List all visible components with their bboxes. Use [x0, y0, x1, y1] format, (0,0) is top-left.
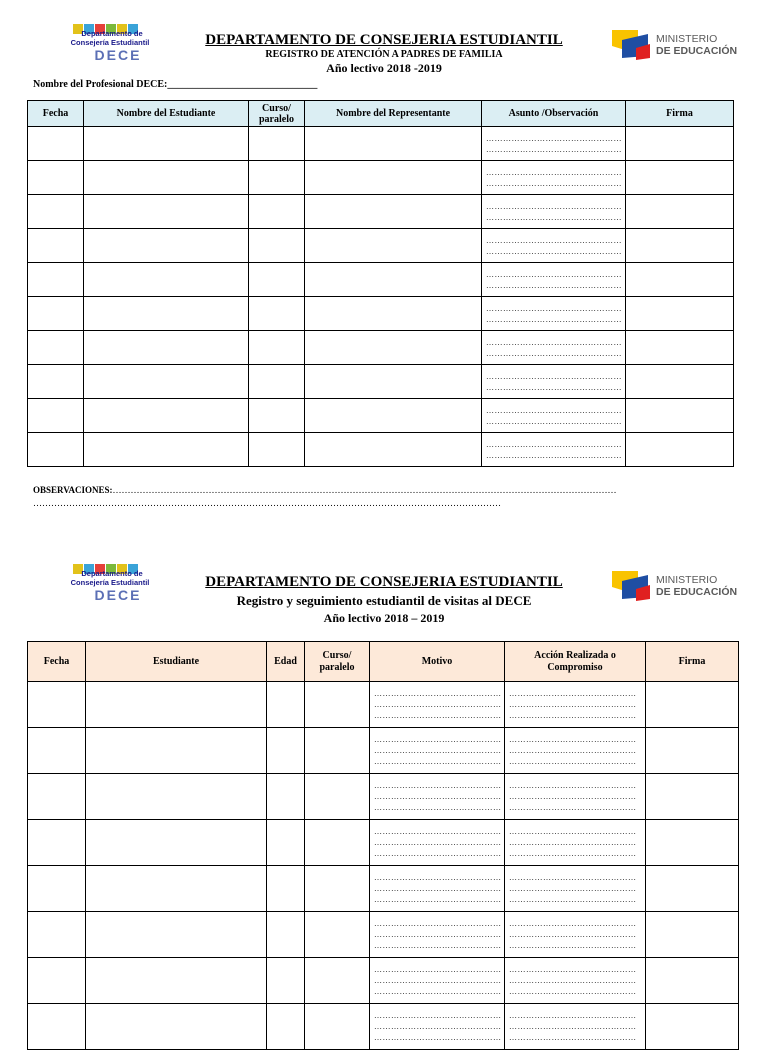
ministerio-line1: MINISTERIO — [656, 33, 718, 45]
parents-attention-table — [27, 100, 734, 467]
firma-cell[interactable] — [626, 331, 734, 365]
motivo-cell[interactable] — [370, 728, 505, 774]
dots-line: ……………………………………… — [509, 803, 637, 812]
dots-line: ……………………………………… — [374, 1033, 502, 1042]
estudiante-cell[interactable] — [86, 728, 267, 774]
dots-line: ……………………………………… — [374, 919, 502, 928]
asunto-cell[interactable] — [482, 161, 626, 195]
firma-cell[interactable] — [626, 161, 734, 195]
fecha-cell[interactable] — [28, 774, 86, 820]
table2-row — [28, 912, 739, 958]
table2-row — [28, 1004, 739, 1050]
dots-line: ………………………………………… — [486, 303, 622, 313]
edad-cell[interactable] — [267, 912, 305, 958]
curso-cell[interactable] — [305, 682, 370, 728]
dots-line: ……………………………………… — [509, 941, 637, 950]
fecha-cell[interactable] — [28, 229, 84, 263]
dots-line: ………………………………………… — [486, 246, 622, 256]
table1-row — [28, 297, 734, 331]
fecha-cell[interactable] — [28, 912, 86, 958]
ministerio-logo — [608, 24, 738, 64]
dots-line: ……………………………………… — [374, 976, 502, 985]
observations — [33, 484, 733, 510]
curso-cell[interactable] — [249, 161, 305, 195]
estudiante-cell[interactable] — [84, 229, 249, 263]
dots-line: ……………………………………… — [374, 827, 502, 836]
fecha-cell[interactable] — [28, 958, 86, 1004]
motivo-cell[interactable] — [370, 820, 505, 866]
ministerio-line2: DE EDUCACIÓN — [656, 45, 738, 57]
fecha-cell[interactable] — [28, 866, 86, 912]
curso-cell[interactable] — [305, 728, 370, 774]
table1-row — [28, 127, 734, 161]
ministerio-logo-2 — [608, 565, 738, 605]
firma-cell[interactable] — [646, 1004, 739, 1050]
motivo-cell[interactable] — [370, 1004, 505, 1050]
dece-logo — [70, 22, 160, 72]
table1-row — [28, 365, 734, 399]
dots-line: ……………………………………… — [374, 700, 502, 709]
accion-cell[interactable] — [505, 912, 646, 958]
estudiante-cell[interactable] — [84, 195, 249, 229]
firma-cell[interactable] — [626, 365, 734, 399]
dece-logo-2 — [70, 562, 160, 612]
asunto-cell[interactable] — [482, 365, 626, 399]
curso-cell[interactable] — [249, 365, 305, 399]
estudiante-cell[interactable] — [84, 127, 249, 161]
dots-line: ……………………………………… — [509, 711, 637, 720]
asunto-cell[interactable] — [482, 433, 626, 467]
dots-line: ……………………………………… — [374, 849, 502, 858]
curso-cell[interactable] — [249, 229, 305, 263]
dots-line: ……………………………………… — [374, 1022, 502, 1031]
representante-cell[interactable] — [305, 195, 482, 229]
dots-line: ……………………………………… — [374, 803, 502, 812]
firma-cell[interactable] — [626, 195, 734, 229]
firma-cell[interactable] — [626, 433, 734, 467]
dots-line: ……………………………………… — [374, 746, 502, 755]
curso-cell[interactable] — [305, 958, 370, 1004]
dots-line: ……………………………………… — [374, 884, 502, 893]
representante-cell[interactable] — [305, 161, 482, 195]
dots-line: ……………………………………… — [509, 792, 637, 801]
ministerio2-line1: MINISTERIO — [656, 574, 718, 586]
curso-cell[interactable] — [305, 774, 370, 820]
firma-cell[interactable] — [646, 774, 739, 820]
dots-line: ……………………………………… — [509, 827, 637, 836]
fecha-cell[interactable] — [28, 1004, 86, 1050]
dots-line: ……………………………………… — [509, 895, 637, 904]
representante-cell[interactable] — [305, 229, 482, 263]
col-asunto-observacion: Asunto /Observación — [482, 101, 626, 127]
estudiante-cell[interactable] — [84, 365, 249, 399]
table2-row — [28, 728, 739, 774]
dece-logo2-brand: DECE — [94, 587, 142, 603]
dots-line: ……………………………………… — [509, 884, 637, 893]
motivo-cell[interactable] — [370, 866, 505, 912]
dots-line: ……………………………………… — [509, 1011, 637, 1020]
fecha-cell[interactable] — [28, 399, 84, 433]
dots-line: ……………………………………… — [509, 965, 637, 974]
firma-cell[interactable] — [646, 820, 739, 866]
section1-title: DEPARTAMENTO DE CONSEJERIA ESTUDIANTIL — [205, 32, 563, 48]
curso-cell[interactable] — [305, 1004, 370, 1050]
professional-label: Nombre del Profesional DECE:______________________________ — [33, 79, 318, 90]
dots-line: ………………………………………… — [486, 212, 622, 222]
table1-row — [28, 161, 734, 195]
curso-cell[interactable] — [249, 399, 305, 433]
dots-line: ……………………………………… — [509, 689, 637, 698]
edad-cell[interactable] — [267, 682, 305, 728]
dots-line: ……………………………………… — [374, 711, 502, 720]
asunto-cell[interactable] — [482, 195, 626, 229]
representante-cell[interactable] — [305, 365, 482, 399]
dots-line: ……………………………………… — [374, 689, 502, 698]
section2-title: DEPARTAMENTO DE CONSEJERIA ESTUDIANTIL — [205, 574, 563, 590]
firma-cell[interactable] — [626, 399, 734, 433]
table1-row — [28, 399, 734, 433]
dots-line: ……………………………………… — [509, 919, 637, 928]
estudiante-cell[interactable] — [84, 263, 249, 297]
dece-logo-line1: Departamento de — [81, 29, 143, 38]
accion-cell[interactable] — [505, 1004, 646, 1050]
dots-line: ………………………………………… — [486, 382, 622, 392]
dots-line: ……………………………………… — [509, 987, 637, 996]
table1-row — [28, 433, 734, 467]
col2-curso-paralelo: Curso/ paralelo — [305, 642, 370, 682]
curso-cell[interactable] — [305, 866, 370, 912]
curso-cell[interactable] — [249, 331, 305, 365]
estudiante-cell[interactable] — [86, 866, 267, 912]
dece-logo-line2: Consejería Estudiantil — [70, 38, 150, 47]
representante-cell[interactable] — [305, 127, 482, 161]
col2-fecha: Fecha — [28, 642, 86, 682]
estudiante-cell[interactable] — [84, 331, 249, 365]
fecha-cell[interactable] — [28, 433, 84, 467]
dots-line: ……………………………………… — [374, 941, 502, 950]
accion-cell[interactable] — [505, 820, 646, 866]
asunto-cell[interactable] — [482, 331, 626, 365]
dots-line: ……………………………………… — [374, 873, 502, 882]
asunto-cell[interactable] — [482, 263, 626, 297]
edad-cell[interactable] — [267, 958, 305, 1004]
representante-cell[interactable] — [305, 399, 482, 433]
dots-line: ……………………………………… — [509, 1033, 637, 1042]
motivo-cell[interactable] — [370, 774, 505, 820]
col2-firma: Firma — [646, 642, 739, 682]
curso-cell[interactable] — [249, 433, 305, 467]
firma-cell[interactable] — [626, 127, 734, 161]
dece-visits-table — [27, 641, 739, 1050]
firma-cell[interactable] — [626, 229, 734, 263]
section1-subtitle: REGISTRO DE ATENCIÓN A PADRES DE FAMILIA — [265, 49, 503, 60]
dots-line: ………………………………………… — [486, 439, 622, 449]
estudiante-cell[interactable] — [84, 433, 249, 467]
dots-line: ……………………………………… — [509, 849, 637, 858]
dots-line: ……………………………………… — [509, 930, 637, 939]
section2-year: Año lectivo 2018 – 2019 — [323, 611, 445, 625]
dots-line: ………………………………………… — [486, 348, 622, 358]
table1-header-row — [28, 101, 734, 127]
col-curso-paralelo: Curso/ paralelo — [249, 101, 305, 127]
estudiante-cell[interactable] — [84, 161, 249, 195]
dots-line: ……………………………………… — [374, 781, 502, 790]
fecha-cell[interactable] — [28, 820, 86, 866]
curso-cell[interactable] — [249, 297, 305, 331]
curso-cell[interactable] — [249, 127, 305, 161]
col2-edad: Edad — [267, 642, 305, 682]
fecha-cell[interactable] — [28, 195, 84, 229]
firma-cell[interactable] — [646, 682, 739, 728]
table2-row — [28, 774, 739, 820]
accion-cell[interactable] — [505, 866, 646, 912]
dots-line: ………………………………………… — [486, 405, 622, 415]
dots-line: ………………………………………… — [486, 280, 622, 290]
accion-cell[interactable] — [505, 774, 646, 820]
firma-cell[interactable] — [626, 297, 734, 331]
fecha-cell[interactable] — [28, 331, 84, 365]
col-firma: Firma — [626, 101, 734, 127]
table1-row — [28, 331, 734, 365]
estudiante-cell[interactable] — [84, 399, 249, 433]
dots-line: ……………………………………… — [374, 895, 502, 904]
dots-line: ………………………………………… — [486, 416, 622, 426]
col2-estudiante: Estudiante — [86, 642, 267, 682]
dots-line: ……………………………………… — [374, 838, 502, 847]
accion-cell[interactable] — [505, 682, 646, 728]
dots-line: ………………………………………… — [486, 133, 622, 143]
firma-cell[interactable] — [626, 263, 734, 297]
fecha-cell[interactable] — [28, 263, 84, 297]
dots-line: ………………………………………… — [486, 235, 622, 245]
section1-year: Año lectivo 2018 -2019 — [326, 61, 442, 75]
dece-logo-brand: DECE — [94, 47, 142, 63]
firma-cell[interactable] — [646, 866, 739, 912]
dots-line: ……………………………………… — [509, 700, 637, 709]
estudiante-cell[interactable] — [84, 297, 249, 331]
fecha-cell[interactable] — [28, 127, 84, 161]
curso-cell[interactable] — [249, 195, 305, 229]
dots-line: ……………………………………… — [509, 1022, 637, 1031]
curso-cell[interactable] — [249, 263, 305, 297]
dots-line: ……………………………………… — [509, 838, 637, 847]
edad-cell[interactable] — [267, 820, 305, 866]
curso-cell[interactable] — [305, 820, 370, 866]
table2-header-row — [28, 642, 739, 682]
representante-cell[interactable] — [305, 297, 482, 331]
dots-line: ………………………………………… — [486, 314, 622, 324]
col2-accion-compromiso: Acción Realizada o Compromiso — [505, 642, 646, 682]
fecha-cell[interactable] — [28, 297, 84, 331]
col2-motivo: Motivo — [370, 642, 505, 682]
dots-line: ……………………………………… — [374, 792, 502, 801]
dots-line: ………………………………………… — [486, 201, 622, 211]
dots-line: ……………………………………… — [374, 930, 502, 939]
motivo-cell[interactable] — [370, 958, 505, 1004]
accion-cell[interactable] — [505, 728, 646, 774]
firma-cell[interactable] — [646, 912, 739, 958]
dece-logo2-line1: Departamento de — [81, 569, 143, 578]
fecha-cell[interactable] — [28, 682, 86, 728]
col-nombre-representante: Nombre del Representante — [305, 101, 482, 127]
table1-row — [28, 229, 734, 263]
edad-cell[interactable] — [267, 728, 305, 774]
asunto-cell[interactable] — [482, 127, 626, 161]
dots-line: ……………………………………… — [374, 1011, 502, 1020]
firma-cell[interactable] — [646, 728, 739, 774]
dots-line: ……………………………………… — [509, 781, 637, 790]
asunto-cell[interactable] — [482, 399, 626, 433]
dots-line: ……………………………………… — [509, 735, 637, 744]
table1-row — [28, 195, 734, 229]
dots-line: ……………………………………… — [509, 976, 637, 985]
representante-cell[interactable] — [305, 331, 482, 365]
estudiante-cell[interactable] — [86, 912, 267, 958]
estudiante-cell[interactable] — [86, 820, 267, 866]
dots-line: ……………………………………… — [374, 735, 502, 744]
dots-line: ………………………………………… — [486, 144, 622, 154]
motivo-cell[interactable] — [370, 682, 505, 728]
dots-line: ……………………………………… — [374, 757, 502, 766]
dots-line: ………………………………………… — [486, 167, 622, 177]
asunto-cell[interactable] — [482, 297, 626, 331]
estudiante-cell[interactable] — [86, 1004, 267, 1050]
section2-subtitle: Registro y seguimiento estudiantil de visitas al DECE — [236, 593, 532, 608]
table2-row — [28, 958, 739, 1004]
estudiante-cell[interactable] — [86, 958, 267, 1004]
estudiante-cell[interactable] — [86, 774, 267, 820]
fecha-cell[interactable] — [28, 161, 84, 195]
representante-cell[interactable] — [305, 263, 482, 297]
table1-row — [28, 263, 734, 297]
dots-line: ………………………………………… — [486, 269, 622, 279]
curso-cell[interactable] — [305, 912, 370, 958]
dots-line: ……………………………………… — [374, 987, 502, 996]
dots-line: ………………………………………… — [486, 178, 622, 188]
representante-cell[interactable] — [305, 433, 482, 467]
table2-row — [28, 820, 739, 866]
col-nombre-estudiante: Nombre del Estudiante — [84, 101, 249, 127]
dots-line: ……………………………………… — [374, 965, 502, 974]
edad-cell[interactable] — [267, 1004, 305, 1050]
observations-dots-1: …………………………………………………………………………………………………………………………………………………… — [112, 485, 617, 495]
observations-label: OBSERVACIONES: — [33, 485, 113, 495]
dots-line: ………………………………………… — [486, 337, 622, 347]
table2-row — [28, 682, 739, 728]
table2-row — [28, 866, 739, 912]
dots-line: ……………………………………… — [509, 746, 637, 755]
asunto-cell[interactable] — [482, 229, 626, 263]
dots-line: ………………………………………… — [486, 371, 622, 381]
motivo-cell[interactable] — [370, 912, 505, 958]
dece-logo2-line2: Consejería Estudiantil — [70, 578, 150, 587]
edad-cell[interactable] — [267, 774, 305, 820]
edad-cell[interactable] — [267, 866, 305, 912]
dots-line: ……………………………………… — [509, 757, 637, 766]
fecha-cell[interactable] — [28, 365, 84, 399]
col-fecha: Fecha — [28, 101, 84, 127]
accion-cell[interactable] — [505, 958, 646, 1004]
dots-line: ……………………………………… — [509, 873, 637, 882]
estudiante-cell[interactable] — [86, 682, 267, 728]
observations-dots-2: ………………………………………………………………………………………………………………………………………… — [33, 498, 501, 508]
firma-cell[interactable] — [646, 958, 739, 1004]
dots-line: ………………………………………… — [486, 450, 622, 460]
ministerio2-line2: DE EDUCACIÓN — [656, 586, 738, 598]
fecha-cell[interactable] — [28, 728, 86, 774]
